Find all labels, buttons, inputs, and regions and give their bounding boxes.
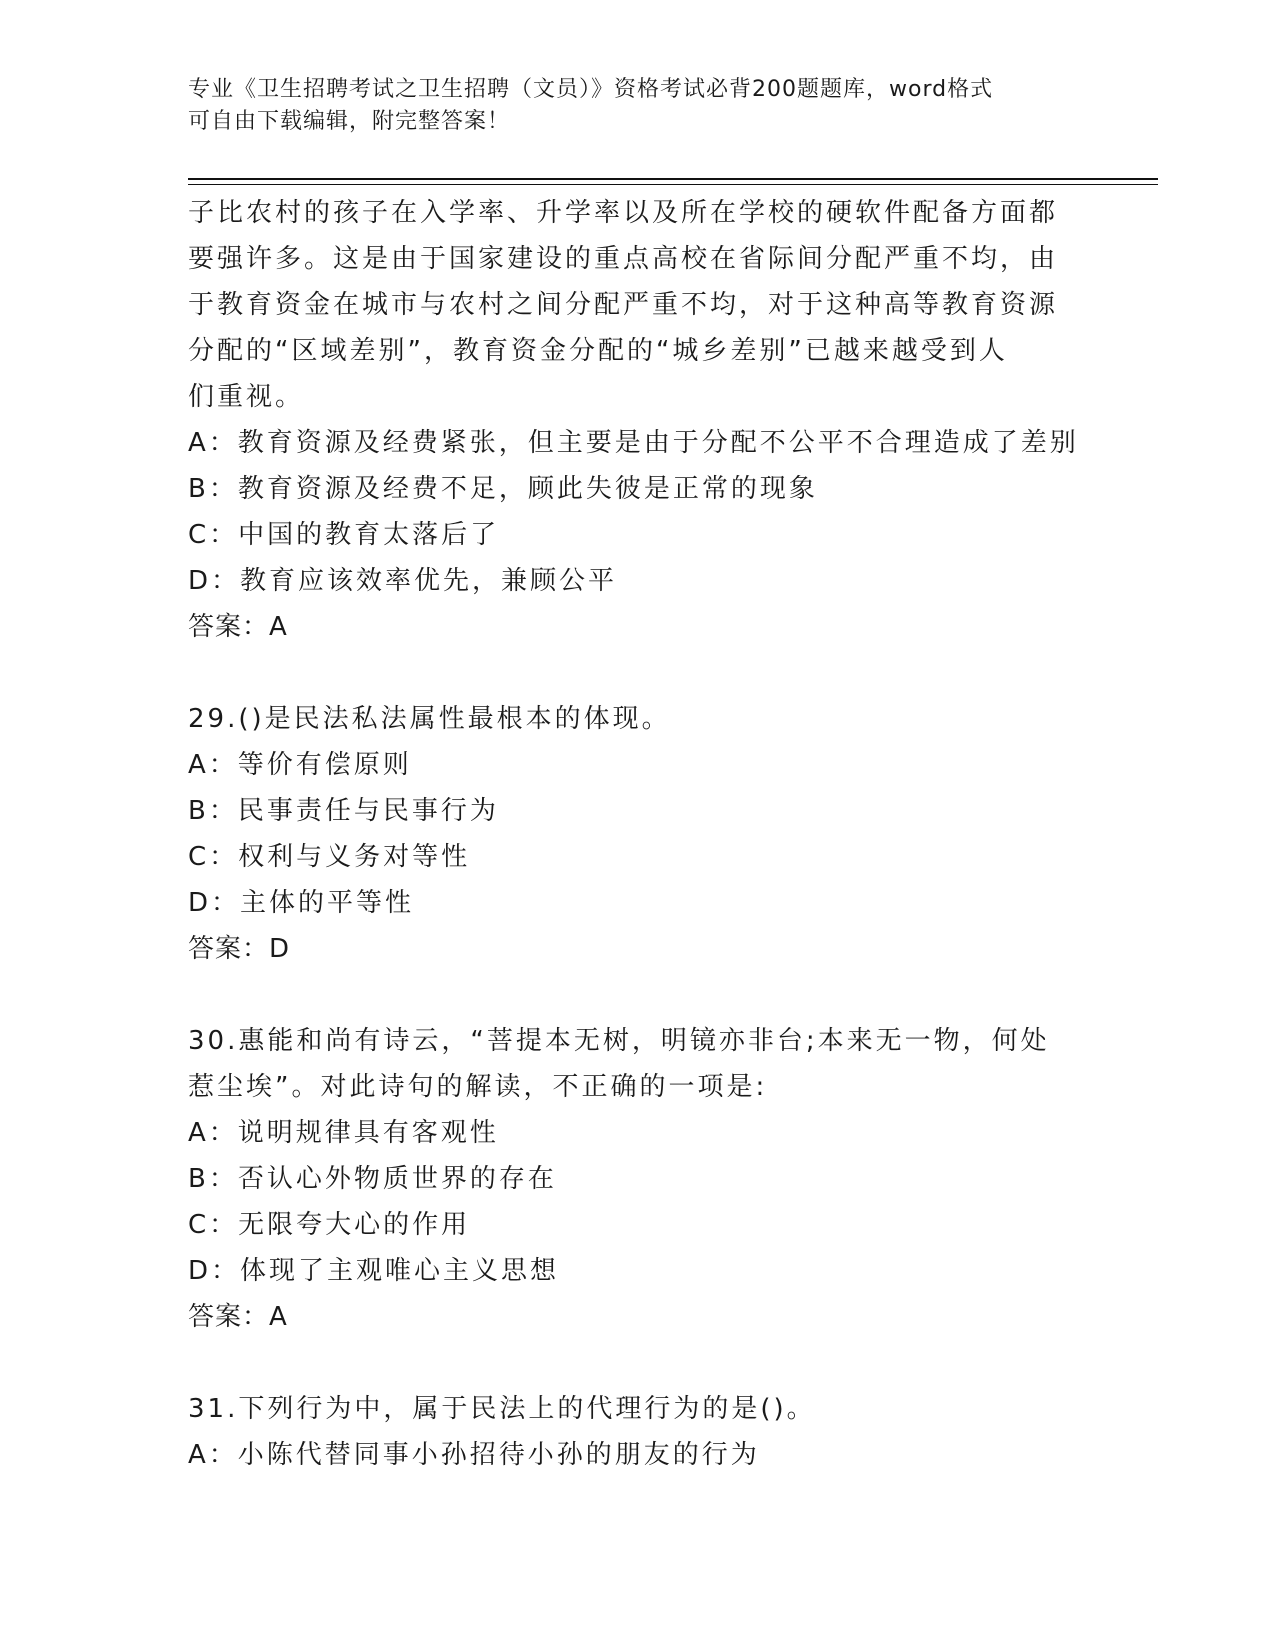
option-a: A：教育资源及经费紧张，但主要是由于分配不公平不合理造成了差别 xyxy=(188,428,1079,458)
option-a: A：说明规律具有客观性 xyxy=(188,1118,499,1148)
question-text-line: 于教育资金在城市与农村之间分配严重不均，对于这种高等教育资源 xyxy=(188,290,1059,320)
question-text-line: 们重视。 xyxy=(188,382,305,412)
spacer xyxy=(188,650,1148,696)
option-d: D：教育应该效率优先，兼顾公平 xyxy=(188,566,618,596)
option-d: D：体现了主观唯心主义思想 xyxy=(188,1256,560,1286)
question-28 xyxy=(188,190,1148,650)
option-b: B：教育资源及经费不足，顾此失彼是正常的现象 xyxy=(188,474,818,504)
document-body xyxy=(188,190,1148,1478)
question-text-line: 29.()是民法私法属性最根本的体现。 xyxy=(188,704,671,734)
option-a: A：等价有偿原则 xyxy=(188,750,412,780)
question-31 xyxy=(188,1386,1148,1478)
answer-line: 答案：A xyxy=(188,1302,288,1332)
question-text-line: 要强许多。这是由于国家建设的重点高校在省际间分配严重不均，由 xyxy=(188,244,1059,274)
document-header xyxy=(188,74,1068,138)
option-c: C：无限夸大心的作用 xyxy=(188,1210,471,1240)
header-divider-thin xyxy=(188,184,1158,185)
question-text-line: 30.惠能和尚有诗云，“菩提本无树，明镜亦非台;本来无一物，何处 xyxy=(188,1026,1050,1056)
question-text-line: 分配的“区域差别”，教育资金分配的“城乡差别”已越来越受到人 xyxy=(188,336,1008,366)
question-29 xyxy=(188,696,1148,972)
option-b: B：否认心外物质世界的存在 xyxy=(188,1164,557,1194)
option-c: C：权利与义务对等性 xyxy=(188,842,471,872)
spacer xyxy=(188,972,1148,1018)
header-divider-thick xyxy=(188,178,1158,180)
option-b: B：民事责任与民事行为 xyxy=(188,796,499,826)
question-text-line: 惹尘埃”。对此诗句的解读，不正确的一项是: xyxy=(188,1072,768,1102)
header-title-line-1: 专业《卫生招聘考试之卫生招聘（文员）》资格考试必背200题题库，word格式 xyxy=(188,77,994,102)
answer-line: 答案：A xyxy=(188,612,288,642)
question-text-line: 31.下列行为中，属于民法上的代理行为的是()。 xyxy=(188,1394,816,1424)
spacer xyxy=(188,1340,1148,1386)
option-d: D：主体的平等性 xyxy=(188,888,415,918)
option-c: C：中国的教育太落后了 xyxy=(188,520,500,550)
option-a: A：小陈代替同事小孙招待小孙的朋友的行为 xyxy=(188,1440,760,1470)
header-title-line-2: 可自由下载编辑，附完整答案！ xyxy=(188,109,511,134)
question-30 xyxy=(188,1018,1148,1340)
answer-line: 答案：D xyxy=(188,934,291,964)
question-text-line: 子比农村的孩子在入学率、升学率以及所在学校的硬软件配备方面都 xyxy=(188,198,1059,228)
